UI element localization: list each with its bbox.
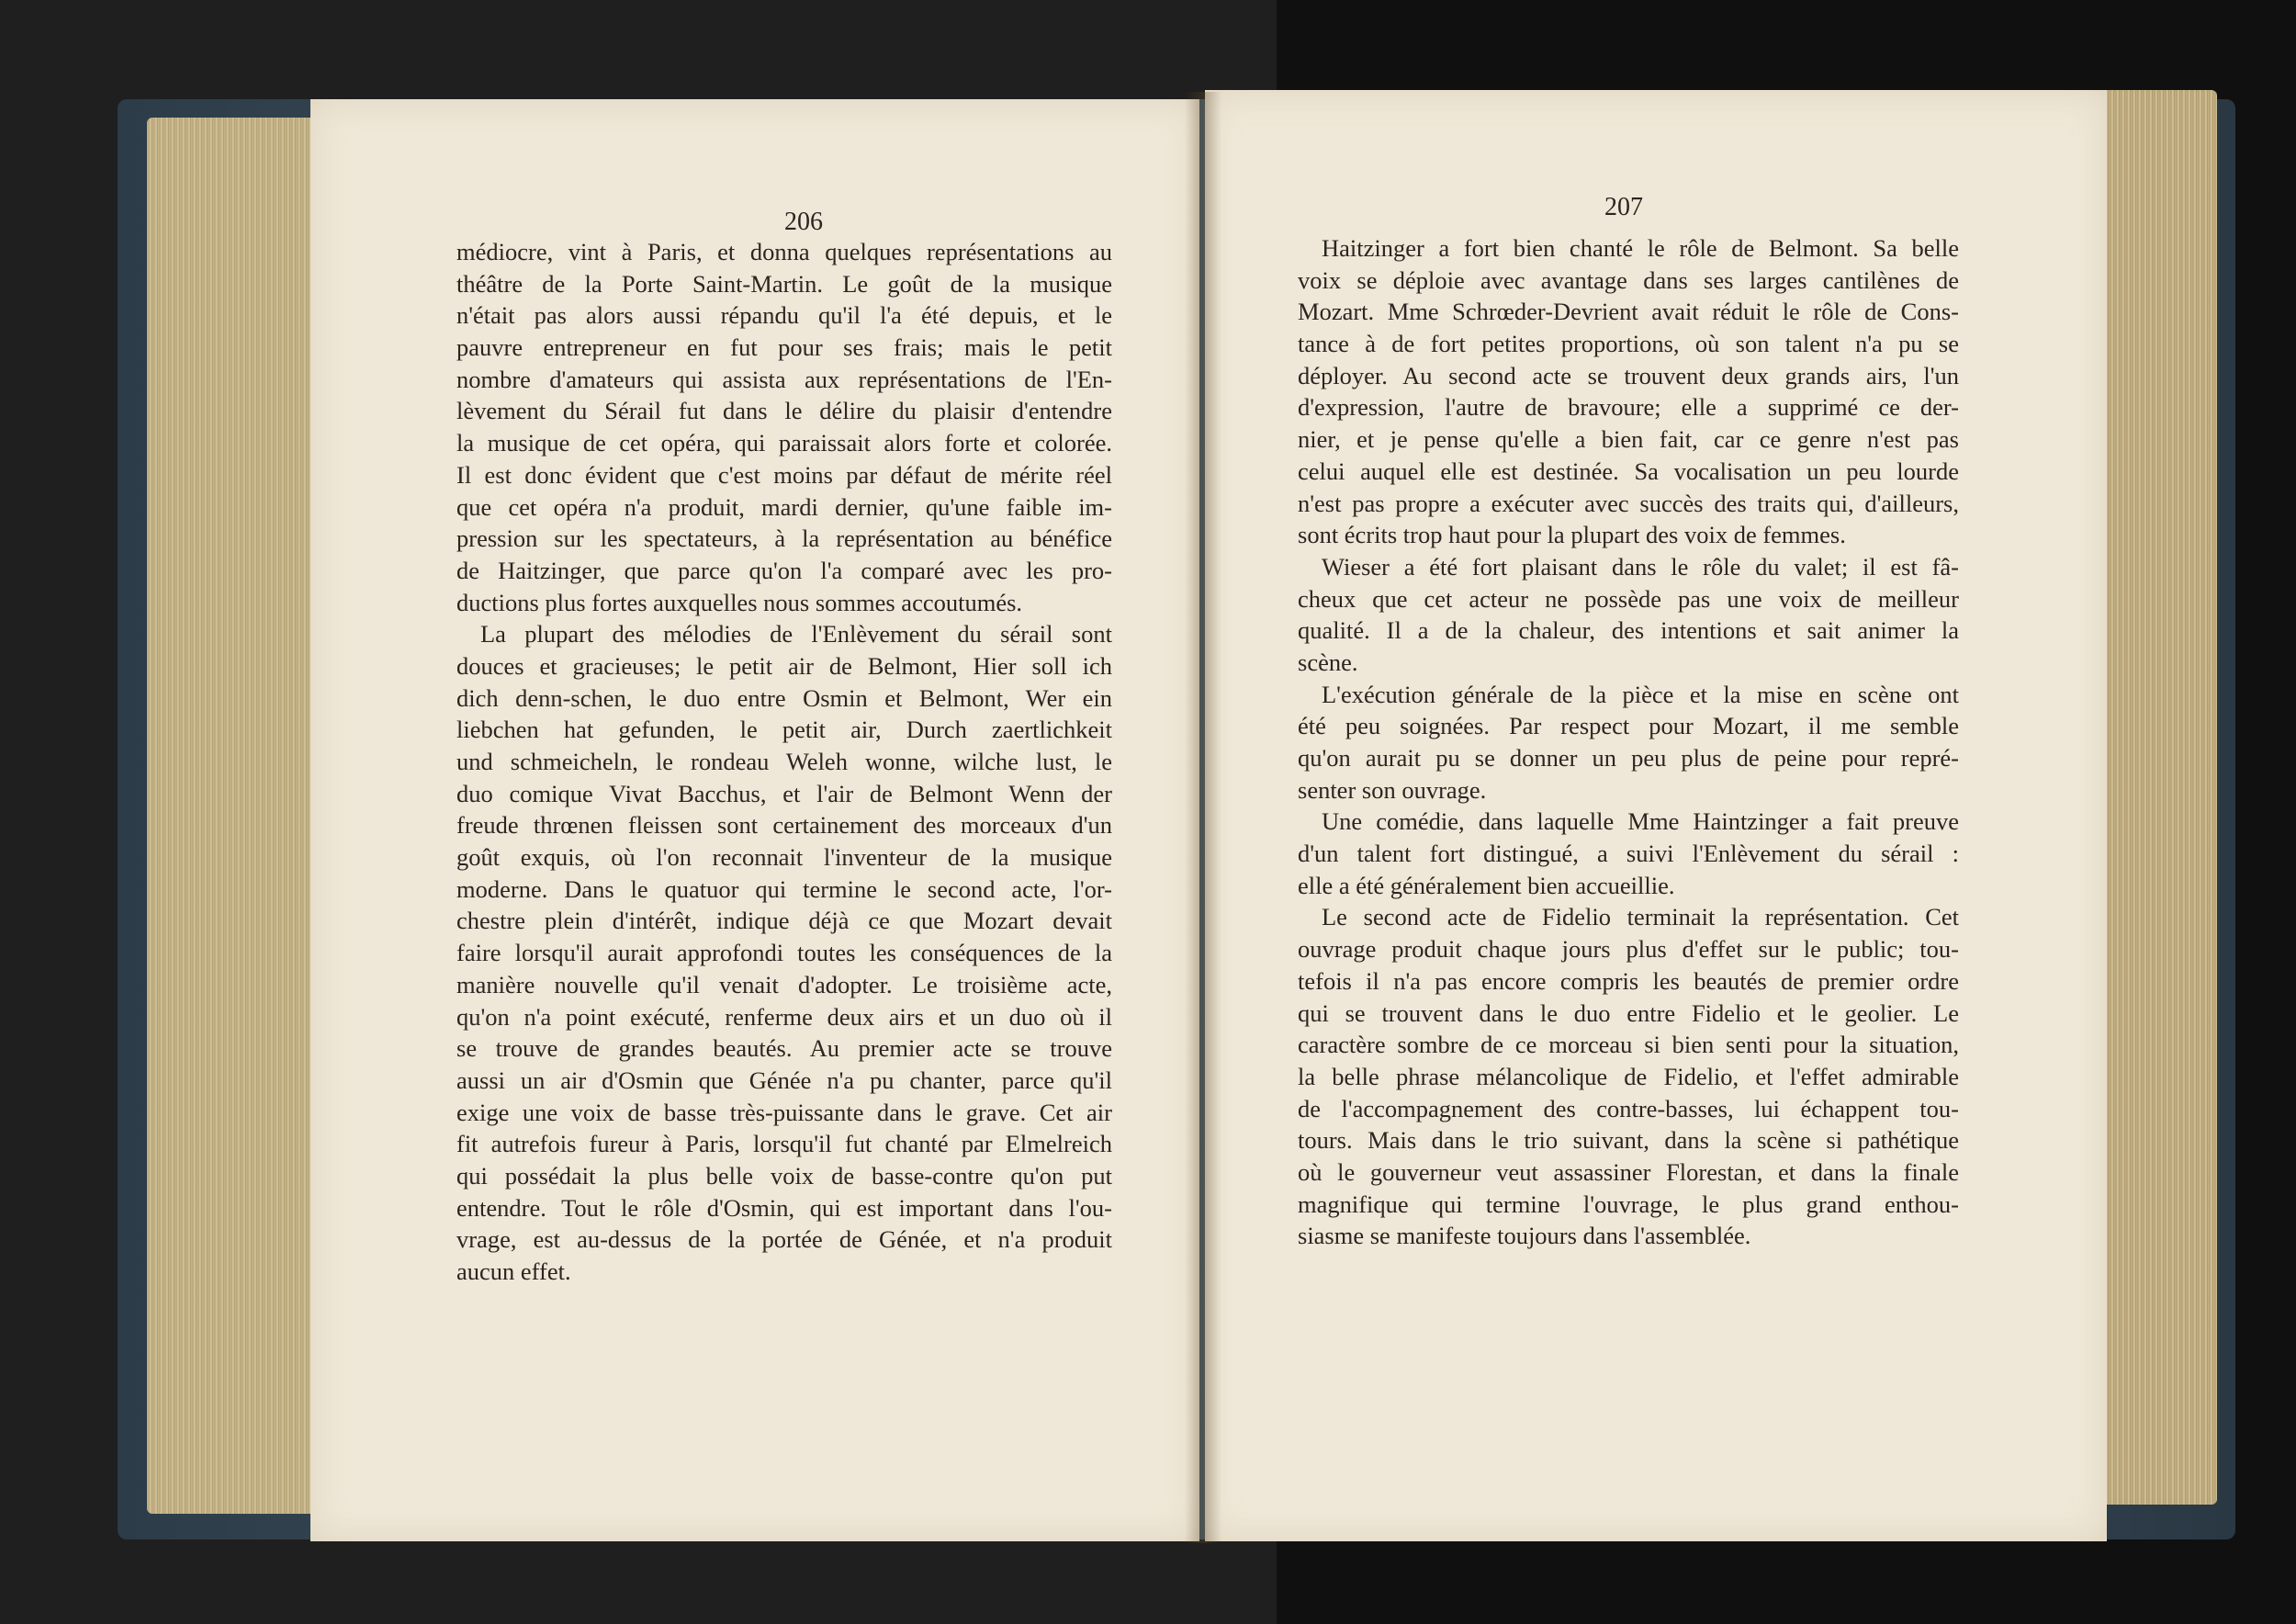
text-line: caractère sombre de ce morceau si bien senti pour la situation, [1298, 1031, 1959, 1059]
text-line: Mozart. Mme Schrœder-Devrient avait réduit le rôle de Cons- [1298, 298, 1959, 326]
text-line: dich denn-schen, le duo entre Osmin et Belmont, Wer ein [456, 683, 1112, 712]
text-line: senter son ouvrage. [1298, 775, 1487, 804]
text-line: freude thrœnen fleissen sont certainement des morceaux d'un [456, 811, 1112, 840]
text-line: se trouve de grandes beautés. Au premier acte se trouve [456, 1034, 1112, 1063]
text-line: pauvre entrepreneur en fut pour ses frais; mais le petit [456, 333, 1112, 362]
page-edges-left [147, 118, 312, 1514]
text-line: La plupart des mélodies de l'Enlèvement du sérail sont [480, 620, 1112, 648]
page-edges-right [2103, 90, 2217, 1505]
text-line: que cet opéra n'a produit, mardi dernier, qu'une faible im- [456, 492, 1112, 521]
page-number-left: 206 [784, 208, 823, 236]
text-line: de Haitzinger, que parce qu'on l'a comparé avec les pro- [456, 556, 1112, 584]
text-line: L'exécution générale de la pièce et la mise en scène ont [1322, 680, 1959, 708]
text-line: Une comédie, dans laquelle Mme Haintzinger a fait preuve [1322, 807, 1959, 836]
text-line: manière nouvelle qu'il venait d'adopter. Le troisième acte, [456, 970, 1112, 998]
text-line: vrage, est au-dessus de la portée de Génée, et n'a produit [456, 1225, 1112, 1254]
text-line: qui possédait la plus belle voix de basse-contre qu'on put [456, 1161, 1112, 1190]
text-line: Wieser a été fort plaisant dans le rôle du valet; il est fâ- [1322, 552, 1959, 581]
text-line: ductions plus fortes auxquelles nous sommes accoutumés. [456, 588, 1023, 616]
text-line: tours. Mais dans le trio suivant, dans la scène si pathétique [1298, 1126, 1959, 1155]
left-page-text [456, 236, 1112, 1288]
text-line: Il est donc évident que c'est moins par défaut de mérite réel [456, 460, 1112, 489]
text-line: goût exquis, où l'on reconnait l'inventeur de la musique [456, 843, 1112, 872]
page-number-right: 207 [1604, 193, 1643, 221]
text-line: und schmeicheln, le rondeau Weleh wonne, wilche lust, le [456, 748, 1112, 775]
text-line: tefois il n'a pas encore compris les beautés de premier ordre [1298, 966, 1959, 995]
right-page-text [1298, 232, 1959, 1252]
text-line: nombre d'amateurs qui assista aux représentations de l'En- [456, 365, 1112, 393]
text-line: fit autrefois fureur à Paris, lorsqu'il fut chanté par Elmelreich [456, 1130, 1112, 1158]
text-line: chestre plein d'intérêt, indique déjà ce que Mozart devait [456, 907, 1112, 935]
text-line: qu'on aurait pu se donner un peu plus de peine pour repré- [1298, 744, 1959, 772]
text-line: médiocre, vint à Paris, et donna quelques représentations au [456, 238, 1112, 265]
text-line: déployer. Au second acte se trouvent deux grands airs, l'un [1298, 361, 1959, 389]
text-line: d'un talent fort distingué, a suivi l'Enlèvement du sérail : [1298, 840, 1959, 868]
text-line: magnifique qui termine l'ouvrage, le plus grand enthou- [1298, 1190, 1959, 1218]
text-line: la belle phrase mélancolique de Fidelio, et l'effet admirable [1298, 1062, 1959, 1090]
text-line: lèvement du Sérail fut dans le délire du plaisir d'entendre [456, 397, 1112, 425]
text-line: aucun effet. [456, 1257, 571, 1285]
text-line: qualité. Il a de la chaleur, des intentions et sait animer la [1298, 616, 1959, 645]
text-line: voix se déploie avec avantage dans ses larges cantilènes de [1298, 265, 1959, 294]
text-line: nier, et je pense qu'elle a bien fait, car ce genre n'est pas [1298, 425, 1959, 454]
text-line: douces et gracieuses; le petit air de Belmont, Hier soll ich [456, 651, 1112, 680]
text-line: entendre. Tout le rôle d'Osmin, qui est important dans l'ou- [456, 1193, 1112, 1222]
text-line: faire lorsqu'il aurait approfondi toutes les conséquences de la [456, 939, 1112, 967]
text-line: elle a été généralement bien accueillie. [1298, 871, 1675, 899]
text-line: théâtre de la Porte Saint-Martin. Le goût de la musique [456, 269, 1112, 298]
text-line: qui se trouvent dans le duo entre Fidelio et le geolier. Le [1298, 998, 1959, 1027]
text-line: aussi un air d'Osmin que Génée n'a pu chanter, parce qu'il [456, 1066, 1112, 1094]
text-line: liebchen hat gefunden, le petit air, Durch zaertlichkeit [456, 716, 1112, 744]
text-line: celui auquel elle est destinée. Sa vocalisation un peu lourde [1298, 457, 1959, 485]
text-line: d'expression, l'autre de bravoure; elle a supprimé ce der- [1298, 393, 1959, 422]
text-line: n'est pas propre a exécuter avec succès des traits qui, d'ailleurs, [1298, 489, 1959, 517]
text-line: cheux que cet acteur ne possède pas une voix de meilleur [1298, 584, 1959, 613]
text-line: la musique de cet opéra, qui paraissait alors forte et colorée. [456, 429, 1112, 457]
book-gutter [1185, 92, 1221, 1543]
text-line: exige une voix de basse très-puissante dans le grave. Cet air [456, 1098, 1112, 1126]
text-line: moderne. Dans le quatuor qui termine le second acte, l'or- [456, 874, 1112, 903]
text-line: pression sur les spectateurs, à la représentation au bénéfice [456, 524, 1112, 553]
text-line: de l'accompagnement des contre-basses, lui échappent tou- [1298, 1094, 1959, 1122]
text-line: qu'on n'a point exécuté, renferme deux airs et un duo où il [456, 1002, 1112, 1031]
text-line: où le gouverneur veut assassiner Florestan, et dans la finale [1298, 1157, 1959, 1186]
text-line: ouvrage produit chaque jours plus d'effet sur le public; tou- [1298, 935, 1959, 964]
text-line: été peu soignées. Par respect pour Mozart, il me semble [1298, 712, 1959, 740]
text-line: n'était pas alors aussi répandu qu'il l'a été depuis, et le [456, 301, 1112, 330]
text-line: Le second acte de Fidelio terminait la représentation. Cet [1322, 903, 1959, 931]
text-line: tance à de fort petites proportions, où son talent n'a pu se [1298, 330, 1959, 358]
text-line: siasme se manifeste toujours dans l'assemblée. [1298, 1222, 1751, 1250]
text-line: Haitzinger a fort bien chanté le rôle de Belmont. Sa belle [1322, 234, 1959, 262]
text-line: scène. [1298, 648, 1358, 676]
text-line: duo comique Vivat Bacchus, et l'air de Belmont Wenn der [456, 779, 1112, 807]
text-line: sont écrits trop haut pour la plupart des voix de femmes. [1298, 521, 1846, 549]
